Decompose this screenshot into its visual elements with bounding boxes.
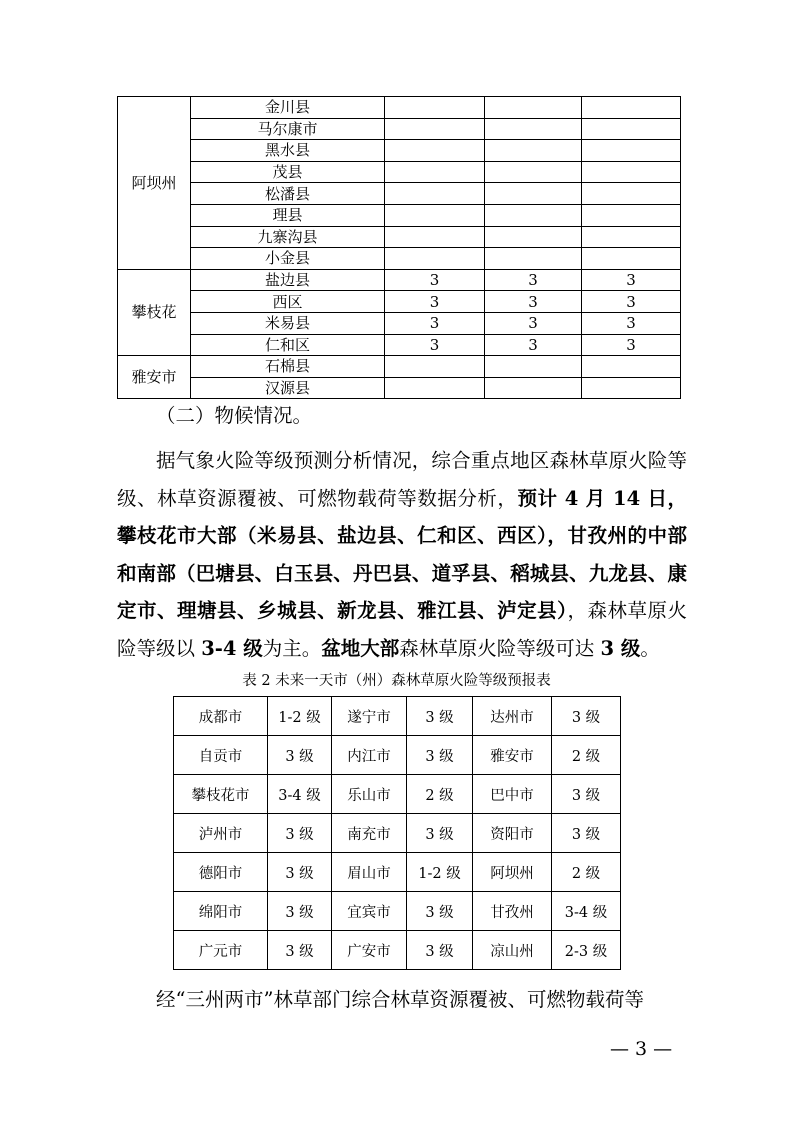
table-row xyxy=(118,291,681,313)
city-cell: 南充市 xyxy=(332,814,407,853)
table-row xyxy=(118,226,681,248)
value-cell: 3 xyxy=(582,334,681,356)
value-cell xyxy=(485,356,582,378)
city-cell: 眉山市 xyxy=(332,853,407,892)
value-cell xyxy=(385,226,485,248)
risk-level-cell: 2 级 xyxy=(552,853,621,892)
risk-level-cell: 3 级 xyxy=(268,892,332,931)
table-row xyxy=(174,931,621,970)
city-cell: 雅安市 xyxy=(473,736,552,775)
table-row xyxy=(118,183,681,205)
city-cell: 广元市 xyxy=(174,931,268,970)
city-cell: 巴中市 xyxy=(473,775,552,814)
county-cell: 黑水县 xyxy=(191,140,385,162)
city-cell: 遂宁市 xyxy=(332,697,407,736)
city-cell: 宜宾市 xyxy=(332,892,407,931)
bold-text-segment: 预计 4 月 14 日，攀枝花市大部（米易县、盐边县、仁和区、西区），甘孜州的中部和南部（巴塘县、白玉县、丹巴县、道孚县、稻城县、九龙县、康定市、理塘县、乡城县、新龙县、雅江县、泸定县） xyxy=(117,486,687,622)
county-cell: 石棉县 xyxy=(191,356,385,378)
county-cell: 九寨沟县 xyxy=(191,226,385,248)
table-row xyxy=(118,118,681,140)
value-cell: 3 xyxy=(485,291,582,313)
value-cell xyxy=(582,248,681,270)
value-cell xyxy=(485,140,582,162)
value-cell xyxy=(582,97,681,119)
value-cell: 3 xyxy=(582,269,681,291)
page-number: — 3 — xyxy=(610,1038,673,1060)
risk-level-cell: 3-4 级 xyxy=(268,775,332,814)
forecast-paragraph xyxy=(117,442,687,667)
risk-level-cell: 3 级 xyxy=(407,697,473,736)
risk-level-cell: 3 级 xyxy=(407,931,473,970)
value-cell xyxy=(485,161,582,183)
risk-level-cell: 1-2 级 xyxy=(407,853,473,892)
table-row xyxy=(174,775,621,814)
table-row xyxy=(174,853,621,892)
table-row xyxy=(118,204,681,226)
risk-level-cell: 3-4 级 xyxy=(552,892,621,931)
city-cell: 德阳市 xyxy=(174,853,268,892)
city-cell: 阿坝州 xyxy=(473,853,552,892)
region-cell: 阿坝州 xyxy=(118,97,191,270)
city-cell: 自贡市 xyxy=(174,736,268,775)
city-cell: 攀枝花市 xyxy=(174,775,268,814)
value-cell xyxy=(485,118,582,140)
value-cell xyxy=(385,97,485,119)
county-cell: 西区 xyxy=(191,291,385,313)
city-cell: 乐山市 xyxy=(332,775,407,814)
table-row xyxy=(174,892,621,931)
value-cell: 3 xyxy=(385,312,485,334)
value-cell xyxy=(385,118,485,140)
risk-level-cell: 3 级 xyxy=(552,814,621,853)
county-cell: 米易县 xyxy=(191,312,385,334)
county-cell: 仁和区 xyxy=(191,334,385,356)
value-cell xyxy=(582,161,681,183)
region-cell: 攀枝花 xyxy=(118,269,191,355)
value-cell xyxy=(582,183,681,205)
value-cell: 3 xyxy=(385,334,485,356)
value-cell xyxy=(582,377,681,399)
value-cell xyxy=(582,226,681,248)
value-cell xyxy=(385,204,485,226)
county-cell: 盐边县 xyxy=(191,269,385,291)
table-row xyxy=(118,248,681,270)
risk-level-cell: 3 级 xyxy=(268,931,332,970)
value-cell xyxy=(582,118,681,140)
value-cell: 3 xyxy=(385,291,485,313)
table-row xyxy=(118,312,681,334)
text-segment: 。 xyxy=(640,636,660,660)
value-cell xyxy=(582,356,681,378)
table2-caption: 表 2 未来一天市（州）森林草原火险等级预报表 xyxy=(242,673,551,689)
value-cell xyxy=(485,204,582,226)
county-cell: 松潘县 xyxy=(191,183,385,205)
table-row xyxy=(118,377,681,399)
county-cell: 金川县 xyxy=(191,97,385,119)
risk-level-cell: 3 级 xyxy=(552,697,621,736)
risk-level-cell: 3 级 xyxy=(552,775,621,814)
text-segment: 森林草原火险等级可达 xyxy=(399,636,601,660)
value-cell xyxy=(485,226,582,248)
bold-text-segment: 盆地大部 xyxy=(321,636,400,660)
value-cell: 3 xyxy=(385,269,485,291)
risk-level-cell: 2 级 xyxy=(552,736,621,775)
county-cell: 马尔康市 xyxy=(191,118,385,140)
table-row xyxy=(118,269,681,291)
risk-level-cell: 3 级 xyxy=(407,814,473,853)
closing-paragraph: 经“三州两市”林草部门综合林草资源覆被、可燃物载荷等 xyxy=(156,988,644,1011)
risk-level-cell: 3 级 xyxy=(268,736,332,775)
value-cell xyxy=(485,97,582,119)
value-cell: 3 xyxy=(485,269,582,291)
value-cell: 3 xyxy=(485,312,582,334)
table-row xyxy=(118,140,681,162)
county-cell: 小金县 xyxy=(191,248,385,270)
city-cell: 成都市 xyxy=(174,697,268,736)
table-row xyxy=(174,697,621,736)
text-segment: 为主。 xyxy=(262,636,322,660)
value-cell: 3 xyxy=(582,312,681,334)
value-cell xyxy=(385,356,485,378)
table-row xyxy=(174,814,621,853)
county-cell: 理县 xyxy=(191,204,385,226)
table-row xyxy=(118,356,681,378)
city-cell: 内江市 xyxy=(332,736,407,775)
risk-level-cell: 3 级 xyxy=(407,892,473,931)
value-cell xyxy=(485,248,582,270)
city-cell: 绵阳市 xyxy=(174,892,268,931)
table-row xyxy=(118,161,681,183)
risk-level-cell: 2 级 xyxy=(407,775,473,814)
value-cell: 3 xyxy=(582,291,681,313)
risk-level-cell: 2-3 级 xyxy=(552,931,621,970)
city-cell: 凉山州 xyxy=(473,931,552,970)
bold-text-segment: 3-4 级 xyxy=(201,636,263,660)
bold-text-segment: 3 级 xyxy=(600,636,641,660)
table-row xyxy=(174,736,621,775)
table-row xyxy=(118,97,681,119)
table-row xyxy=(118,334,681,356)
value-cell xyxy=(385,140,485,162)
risk-level-cell: 1-2 级 xyxy=(268,697,332,736)
section-heading: （二）物候情况。 xyxy=(156,404,313,427)
value-cell xyxy=(385,183,485,205)
city-cell: 达州市 xyxy=(473,697,552,736)
city-cell: 广安市 xyxy=(332,931,407,970)
risk-level-cell: 3 级 xyxy=(407,736,473,775)
city-cell: 泸州市 xyxy=(174,814,268,853)
county-cell: 茂县 xyxy=(191,161,385,183)
county-cell: 汉源县 xyxy=(191,377,385,399)
value-cell xyxy=(385,161,485,183)
value-cell xyxy=(385,248,485,270)
city-cell: 甘孜州 xyxy=(473,892,552,931)
value-cell xyxy=(582,204,681,226)
value-cell xyxy=(485,377,582,399)
value-cell xyxy=(582,140,681,162)
risk-level-cell: 3 级 xyxy=(268,814,332,853)
text-segment: 据气象火险等级预测分析情况，综合重点地区森林草原火险等级、林草资源覆被、可燃物载荷等数据分析， xyxy=(117,449,687,510)
value-cell: 3 xyxy=(485,334,582,356)
value-cell xyxy=(385,377,485,399)
county-fire-risk-table xyxy=(117,96,681,399)
text-segment: ，森林草原火险等级以 xyxy=(117,599,687,660)
city-cell: 资阳市 xyxy=(473,814,552,853)
risk-level-cell: 3 级 xyxy=(268,853,332,892)
city-fire-risk-table xyxy=(173,696,621,970)
region-cell: 雅安市 xyxy=(118,356,191,399)
value-cell xyxy=(485,183,582,205)
